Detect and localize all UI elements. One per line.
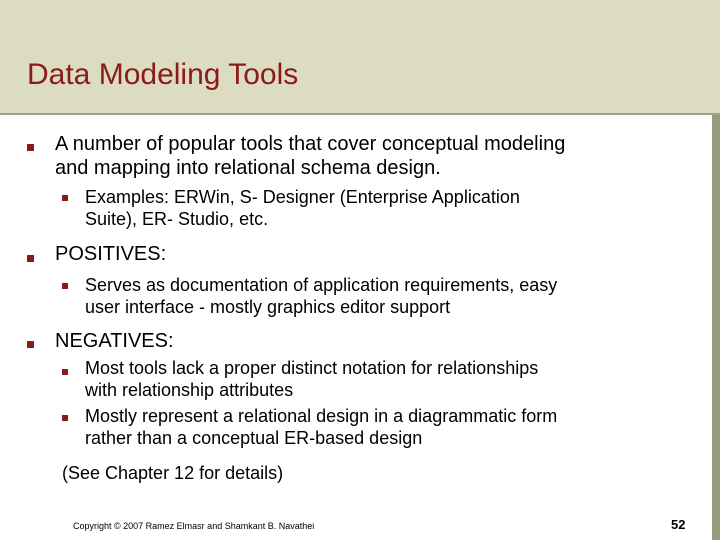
sub-bullet-item [85, 405, 557, 449]
bullet-line: NEGATIVES: [55, 330, 174, 352]
right-accent-bar [712, 115, 720, 540]
page-number: 52 [671, 517, 686, 532]
sub-bullet-icon [62, 369, 68, 375]
bullet-line: user interface - mostly graphics editor support [85, 297, 451, 317]
slide-title: Data Modeling Tools [27, 58, 299, 91]
bullet-line: Most tools lack a proper distinct notation for relationships [85, 358, 539, 378]
chapter-note: (See Chapter 12 for details) [62, 463, 284, 483]
sub-bullet-item [85, 274, 557, 318]
bullet-line: rather than a conceptual ER-based design [85, 428, 423, 448]
sub-bullet-item [85, 186, 520, 230]
bullet-icon [27, 255, 34, 262]
bullet-icon [27, 341, 34, 348]
copyright-footer: Copyright © 2007 Ramez Elmasr and Shamkant B. Navathei [73, 521, 315, 531]
sub-bullet-icon [62, 415, 68, 421]
bullet-item [55, 329, 174, 353]
bullet-line: Serves as documentation of application requirements, easy [85, 275, 558, 295]
sub-bullet-item [85, 357, 538, 401]
bullet-item [55, 242, 166, 266]
bullet-line: with relationship attributes [85, 380, 294, 400]
bullet-icon [27, 144, 34, 151]
bullet-line: Examples: ERWin, S- Designer (Enterprise Application [85, 187, 520, 207]
bullet-line: Suite), ER- Studio, etc. [85, 209, 269, 229]
bullet-line: Mostly represent a relational design in a diagrammatic form [85, 406, 558, 426]
bullet-line: POSITIVES: [55, 243, 167, 265]
bullet-line: A number of popular tools that cover conceptual modeling [55, 133, 566, 155]
slide-header [0, 0, 720, 113]
bullet-item [55, 132, 565, 180]
header-divider [0, 113, 720, 115]
bullet-line: and mapping into relational schema design. [55, 157, 441, 179]
sub-bullet-icon [62, 283, 68, 289]
sub-bullet-icon [62, 195, 68, 201]
